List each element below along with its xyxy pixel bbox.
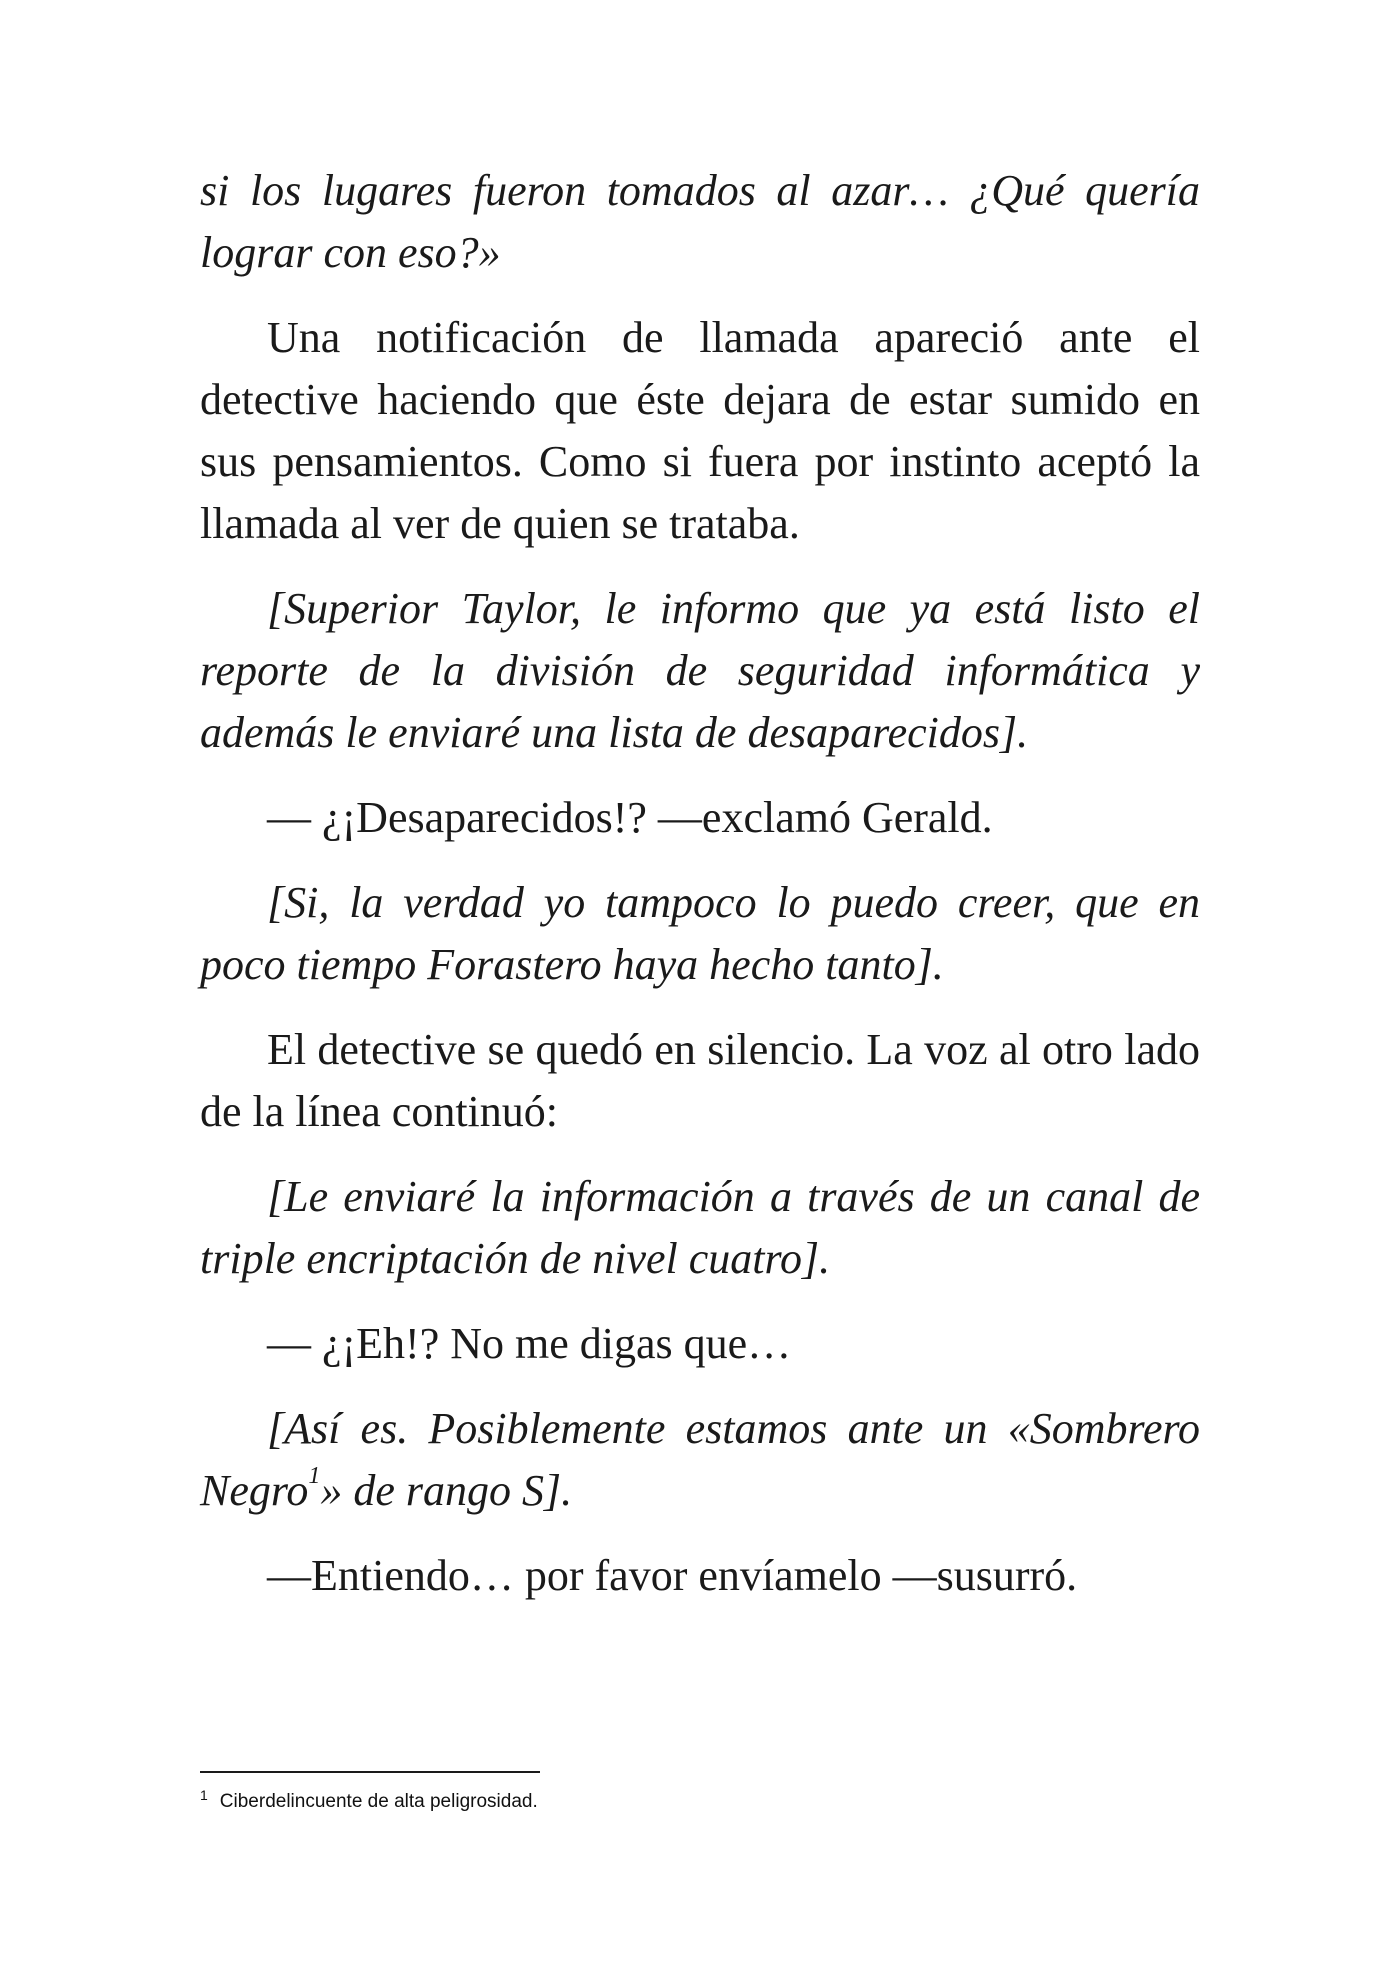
body-text: [200, 160, 1200, 1630]
footnote-reference[interactable]: 1: [308, 1463, 321, 1490]
black-hat-text-before: [Así es. Posiblemente estamos ante un «Sombrero Negro: [200, 1404, 1200, 1515]
footnote-separator: [200, 1771, 540, 1773]
black-hat-text-after: » de rango S].: [320, 1466, 573, 1515]
paragraph-call-encryption: [Le enviaré la información a través de un canal de triple encriptación de nivel cuatro].: [200, 1172, 1200, 1283]
footnote-text: Ciberdelincuente de alta peligrosidad.: [219, 1791, 538, 1812]
paragraph-silence: El detective se quedó en silencio. La voz al otro lado de la línea continuó:: [200, 1025, 1200, 1136]
paragraph-thought-ending: si los lugares fueron tomados al azar… ¿Qué quería lograr con eso?»: [200, 166, 1200, 277]
paragraph-call-report: [Superior Taylor, le informo que ya está listo el reporte de la división de seguridad informática y además le enviaré una lista de desaparecidos].: [200, 584, 1200, 757]
paragraph-call-forastero: [Si, la verdad yo tampoco lo puedo creer, que en poco tiempo Forastero haya hecho tanto].: [200, 878, 1200, 989]
footnote: [200, 1788, 1200, 1816]
dialogue-gerald-whisper: —Entiendo… por favor envíamelo —susurró.: [267, 1551, 1078, 1600]
paragraph-call-notification: Una notificación de llamada apareció ante el detective haciendo que éste dejara de estar sumido en sus pensamientos. Como si fuera por instinto aceptó la llamada al ver de quien se trataba.: [200, 313, 1200, 548]
footnote-number: 1: [200, 1787, 208, 1803]
paragraph-call-black-hat: [200, 1398, 1200, 1522]
dialogue-gerald-exclaim: — ¿¡Desaparecidos!? —exclamó Gerald.: [267, 793, 993, 842]
dialogue-gerald-eh: — ¿¡Eh!? No me digas que…: [267, 1319, 792, 1368]
